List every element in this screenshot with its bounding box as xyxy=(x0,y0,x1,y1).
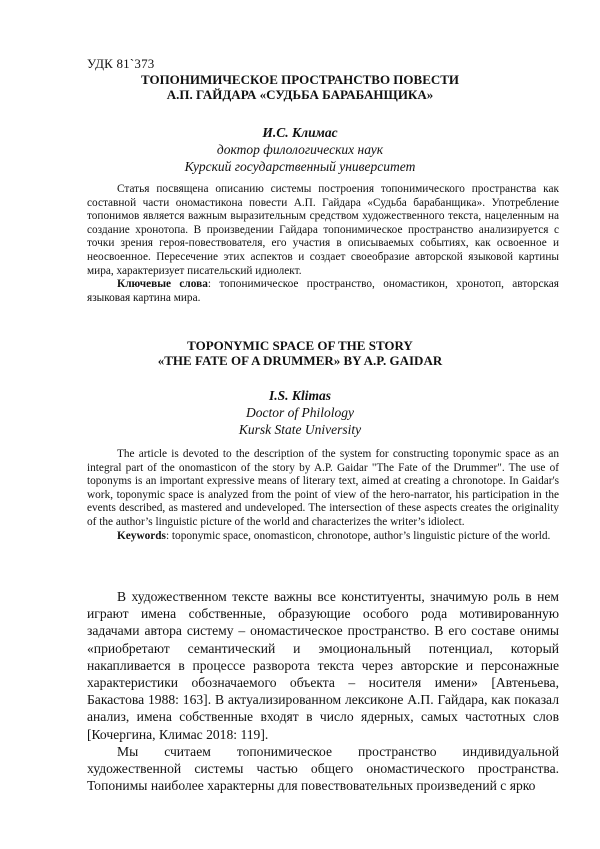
english-abstract-block xyxy=(87,448,559,543)
english-title xyxy=(87,338,513,368)
udk-code: УДК 81`373 xyxy=(87,56,155,71)
english-author-affiliation: Kursk State University xyxy=(238,422,362,437)
russian-author-block xyxy=(87,124,513,175)
body-paragraph-2: Мы считаем топонимическое пространство индивидуальной художественной системы частью общего ономастического пространства. Топонимы наиболее характерны для повествовательных произведений с ярко xyxy=(87,743,559,794)
russian-author-name: И.С. Климас xyxy=(262,125,338,140)
english-author-block xyxy=(87,387,513,438)
english-title-line-2: «THE FATE OF A DRUMMER» BY A.P. GAIDAR xyxy=(157,353,443,368)
english-keywords-label: Keywords xyxy=(117,529,166,542)
russian-abstract: Статья посвящена описанию системы построения топонимического пространства как составной части ономастикона повести А.П. Гайдара «Судьба барабанщика». Употребление топонимов является важным выразительным средством художественного текста, нацеленным на создание хронотопа. В произведении Гайдара топонимическое пространство анализируется с точки зрения героя-повествователя, его участия в описываемых событиях, как освоенное и неосвоенное. Пересечение этих аспектов и создает своеобразие авторской языковой картины мира, характеризует писательский идиолект. xyxy=(87,183,559,277)
russian-title xyxy=(87,72,513,102)
russian-keywords-label: Ключевые слова xyxy=(117,278,208,291)
main-body-text xyxy=(87,588,559,794)
russian-title-line-2: А.П. ГАЙДАРА «СУДЬБА БАРАБАНЩИКА» xyxy=(166,87,434,102)
russian-keywords-text: : топонимическое пространство, ономастикон, хронотоп, авторская языковая картина мира. xyxy=(87,278,559,304)
body-paragraph-1: В художественном тексте важны все конституенты, значимую роль в нем играют имена собственные, образующие особого рода мотивированную задачами автора систему – ономастическое пространство. В его составе онимы «приобретают семантический и эмоциональный потенциал, который накапливается в процессе разворота текста через авторские и персонажные характеристики обозначаемого объекта – носителя имени» [Автеньева, Бакастова 1988: 163]. В актуализированном лексиконе А.П. Гайдара, как показал анализ, имена собственные входят в число ядерных, самых частотных слов [Кочергина, Климас 2018: 119]. xyxy=(87,589,559,742)
russian-title-line-1: ТОПОНИМИЧЕСКОЕ ПРОСТРАНСТВО ПОВЕСТИ xyxy=(140,72,460,87)
russian-abstract-block xyxy=(87,183,559,305)
english-title-line-1: TOPONYMIC SPACE OF THE STORY xyxy=(187,338,413,353)
english-author-name: I.S. Klimas xyxy=(269,388,331,403)
russian-author-affiliation: Курский государственный университет xyxy=(184,159,416,174)
english-keywords xyxy=(87,530,559,544)
russian-author-degree: доктор филологических наук xyxy=(216,142,384,157)
english-keywords-text: : toponymic space, onomasticon, chronotope, author’s linguistic picture of the world. xyxy=(165,529,551,542)
english-abstract: The article is devoted to the description of the system for constructing toponymic space as an integral part of the onomasticon of the story by A.P. Gaidar "The Fate of the Drummer". The use of toponyms is an important expressive means of literary text, aimed at creating a chronotope. In Gaidar's work, toponymic space is analyzed from the point of view of the hero-narrator, his participation in the events described, as mastered and undeveloped. The intersection of these aspects creates the originality of the author’s linguistic picture of the world and characterizes the writer’s idiolect. xyxy=(87,448,559,528)
russian-keywords xyxy=(87,278,559,305)
english-author-degree: Doctor of Philology xyxy=(246,405,354,420)
